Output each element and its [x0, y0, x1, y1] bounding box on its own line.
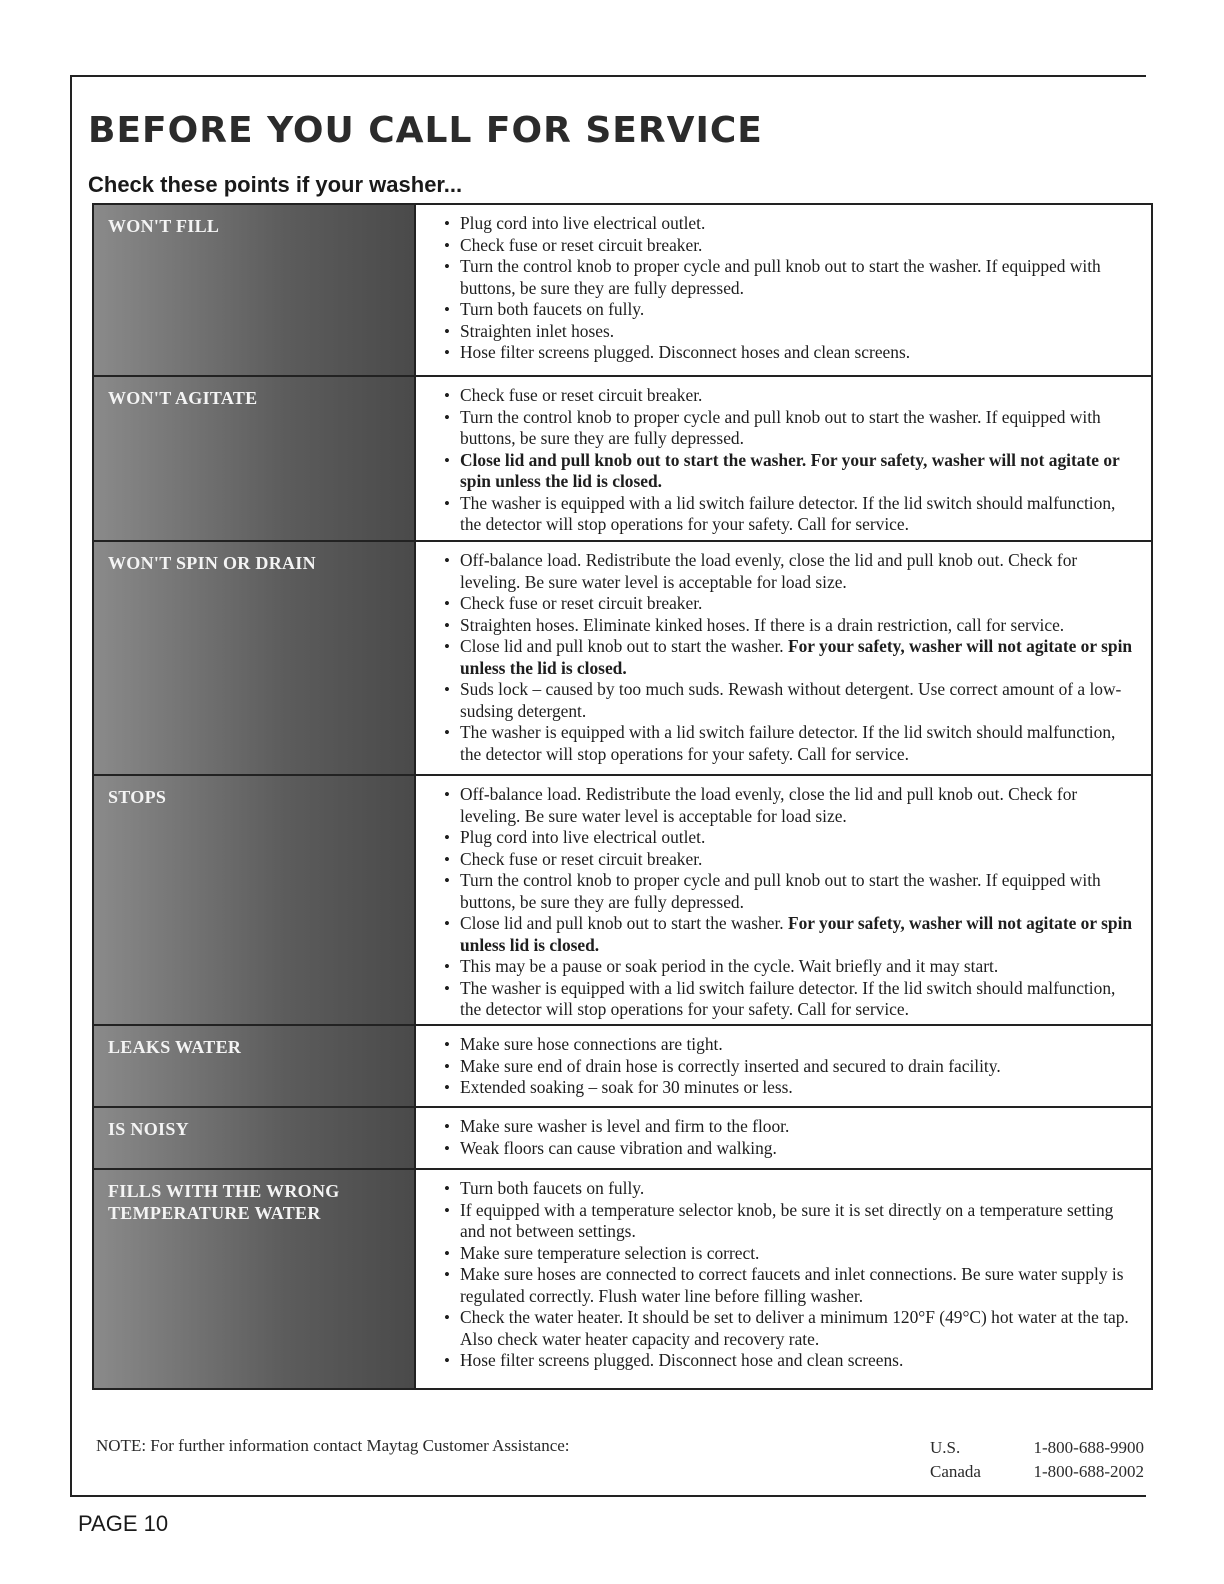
bullet-item: • Make sure hose connections are tight. [444, 1034, 1139, 1056]
section-label: WON'T FILL [108, 216, 220, 236]
bullet-item: • Turn both faucets on fully. [444, 1178, 1139, 1200]
troubleshooting-table [92, 203, 1153, 1390]
bullet-list [444, 1116, 1139, 1159]
contact-phone: 1-800-688-2002 [1033, 1462, 1144, 1481]
section-content [416, 1108, 1151, 1168]
bullet-item: • Check fuse or reset circuit breaker. [444, 385, 1139, 407]
section-content [416, 1170, 1151, 1388]
section-label-cell [94, 1108, 416, 1168]
bullet-item: • Close lid and pull knob out to start the washer. For your safety, washer will not agitate or spin unless lid is closed. [444, 913, 1139, 956]
bullet-list [444, 385, 1139, 536]
bullet-item: • This may be a pause or soak period in the cycle. Wait briefly and it may start. [444, 956, 1139, 978]
bullet-item: • Make sure hoses are connected to correct faucets and inlet connections. Be sure water supply is regulated correctly. Flush water line before filling washer. [444, 1264, 1139, 1307]
bullet-item: • Hose filter screens plugged. Disconnect hoses and clean screens. [444, 342, 1139, 364]
bullet-list [444, 1178, 1139, 1372]
bullet-item: • Check fuse or reset circuit breaker. [444, 849, 1139, 871]
contact-region: Canada [930, 1462, 981, 1481]
bullet-list [444, 213, 1139, 364]
bullet-item: • Plug cord into live electrical outlet. [444, 827, 1139, 849]
section-label-cell [94, 1026, 416, 1106]
bullet-item: • Turn the control knob to proper cycle and pull knob out to start the washer. If equipped with buttons, be sure they are fully depressed. [444, 256, 1139, 299]
section-label-cell [94, 542, 416, 774]
bullet-item: • Make sure washer is level and firm to the floor. [444, 1116, 1139, 1138]
bullet-item: • Check fuse or reset circuit breaker. [444, 593, 1139, 615]
bullet-item: • Turn the control knob to proper cycle and pull knob out to start the washer. If equipped with buttons, be sure they are fully depressed. [444, 407, 1139, 450]
customer-assistance-note: NOTE: For further information contact Maytag Customer Assistance: [96, 1436, 570, 1455]
bullet-item: • Suds lock – caused by too much suds. Rewash without detergent. Use correct amount of a low-sudsing detergent. [444, 679, 1139, 722]
bullet-item: • The washer is equipped with a lid switch failure detector. If the lid switch should malfunction, the detector will stop operations for your safety. Call for service. [444, 493, 1139, 536]
bullet-item: • Extended soaking – soak for 30 minutes or less. [444, 1077, 1139, 1099]
bullet-item: • Check the water heater. It should be set to deliver a minimum 120°F (49°C) hot water at the tap. Also check water heater capacity and recovery rate. [444, 1307, 1139, 1350]
section-label-cell [94, 377, 416, 540]
bullet-list [444, 1034, 1139, 1099]
contact-phone: 1-800-688-9900 [1033, 1438, 1144, 1457]
section-row-leaks-water [94, 1024, 1151, 1106]
section-label: LEAKS WATER [108, 1037, 242, 1057]
bullet-item: • Turn both faucets on fully. [444, 299, 1139, 321]
section-content [416, 1026, 1151, 1106]
bullet-item: • Straighten hoses. Eliminate kinked hoses. If there is a drain restriction, call for service. [444, 615, 1139, 637]
bullet-item: • Make sure temperature selection is correct. [444, 1243, 1139, 1265]
section-label: STOPS [108, 787, 167, 807]
contact-region: U.S. [930, 1438, 961, 1457]
bullet-list [444, 784, 1139, 1021]
section-row-stops [94, 774, 1151, 1024]
bullet-item: • Check fuse or reset circuit breaker. [444, 235, 1139, 257]
bullet-item: • Off-balance load. Redistribute the load evenly, close the lid and pull knob out. Check for leveling. Be sure water level is acceptable for load size. [444, 550, 1139, 593]
bullet-item: • Plug cord into live electrical outlet. [444, 213, 1139, 235]
section-row-wont-agitate [94, 375, 1151, 540]
bullet-item: • Make sure end of drain hose is correctly inserted and secured to drain facility. [444, 1056, 1139, 1078]
bullet-item: • Off-balance load. Redistribute the load evenly, close the lid and pull knob out. Check for leveling. Be sure water level is acceptable for load size. [444, 784, 1139, 827]
bullet-item: • Weak floors can cause vibration and walking. [444, 1138, 1139, 1160]
section-row-wrong-temperature [94, 1168, 1151, 1388]
bullet-item: • Straighten inlet hoses. [444, 321, 1139, 343]
section-label-cell [94, 1170, 416, 1388]
bullet-item: • Close lid and pull knob out to start the washer. For your safety, washer will not agitate or spin unless the lid is closed. [444, 636, 1139, 679]
bullet-list [444, 550, 1139, 765]
section-content [416, 542, 1151, 774]
contact-row-canada [930, 1460, 1144, 1484]
section-label: IS NOISY [108, 1119, 189, 1139]
bullet-item: • If equipped with a temperature selector knob, be sure it is set directly on a temperature setting and not between settings. [444, 1200, 1139, 1243]
bullet-item: • Hose filter screens plugged. Disconnect hose and clean screens. [444, 1350, 1139, 1372]
contact-row-us [930, 1436, 1144, 1460]
bullet-item: • Close lid and pull knob out to start the washer. For your safety, washer will not agitate or spin unless the lid is closed. [444, 450, 1139, 493]
section-label-cell [94, 205, 416, 375]
section-label-cell [94, 776, 416, 1024]
section-row-is-noisy [94, 1106, 1151, 1168]
section-content [416, 205, 1151, 375]
section-label: WON'T SPIN OR DRAIN [108, 553, 316, 573]
bullet-item: • The washer is equipped with a lid switch failure detector. If the lid switch should malfunction, the detector will stop operations for your safety. Call for service. [444, 978, 1139, 1021]
contact-list [930, 1436, 1144, 1484]
bullet-item: • Turn the control knob to proper cycle and pull knob out to start the washer. If equipped with buttons, be sure they are fully depressed. [444, 870, 1139, 913]
section-label: WON'T AGITATE [108, 388, 258, 408]
section-row-wont-fill [94, 205, 1151, 375]
page-title: BEFORE YOU CALL FOR SERVICE [88, 110, 763, 151]
page-subtitle: Check these points if your washer... [88, 172, 463, 197]
section-content [416, 776, 1151, 1024]
section-label: FILLS WITH THE WRONG TEMPERATURE WATER [108, 1181, 340, 1223]
section-row-wont-spin-or-drain [94, 540, 1151, 774]
bullet-item: • The washer is equipped with a lid switch failure detector. If the lid switch should malfunction, the detector will stop operations for your safety. Call for service. [444, 722, 1139, 765]
page-number: PAGE 10 [78, 1511, 169, 1536]
section-content [416, 377, 1151, 540]
